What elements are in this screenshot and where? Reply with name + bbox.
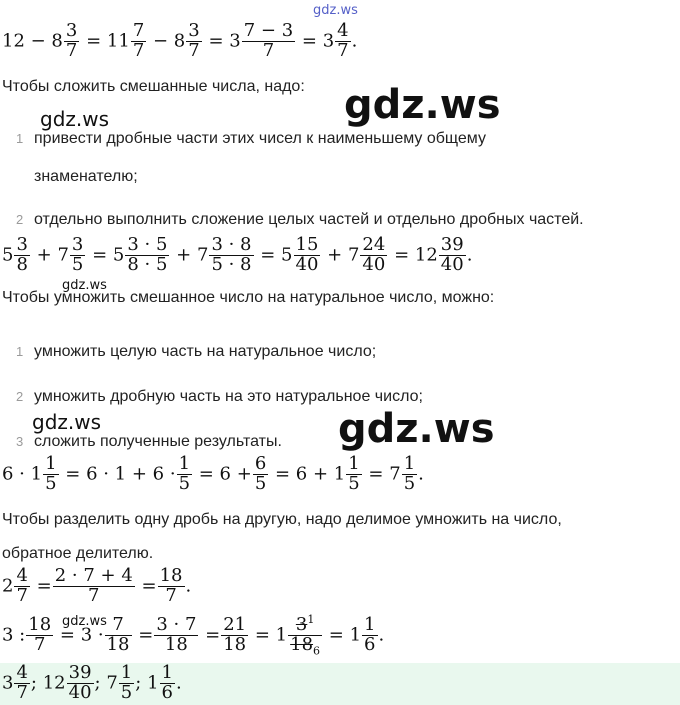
equation-multiplication <box>2 455 424 494</box>
period: . <box>185 575 192 597</box>
equals-sign: = <box>138 624 154 646</box>
eq5-term: = 1 <box>328 624 362 646</box>
eq2-term: + 7 <box>327 244 360 266</box>
fraction: $\frac{4}{7}$ <box>16 565 28 606</box>
list-number: 2 <box>16 212 24 227</box>
eq1-term: = 3 <box>208 30 241 52</box>
rule-add-item-1-cont <box>34 168 138 186</box>
equation-addition <box>2 236 472 275</box>
separator: ; <box>30 672 37 694</box>
fraction: $\frac{2 \cdot 7 + 4}{7}$ <box>54 565 133 606</box>
answer-term: 12 <box>42 672 66 694</box>
watermark-large: gdz.ws <box>338 406 495 452</box>
list-item-text: умножить дробную часть на это натуральное число; <box>34 388 423 405</box>
rule-add-intro: Чтобы сложить смешанные числа, надо: <box>2 78 305 95</box>
separator: ; <box>135 672 142 694</box>
watermark-small: gdz.ws <box>62 278 107 293</box>
eq2-term: 5 <box>2 244 14 266</box>
fraction: $\frac{4}{7}$ <box>337 20 349 61</box>
watermark-medium: gdz.ws <box>32 410 102 434</box>
list-number: 1 <box>16 131 24 146</box>
fraction: $\frac{15}{40}$ <box>295 234 319 275</box>
answer-line <box>2 664 182 703</box>
fraction: $\frac{18}{7}$ <box>159 565 183 606</box>
fraction: $\frac{1}{6}$ <box>161 662 173 703</box>
rule-div-line-2: обратное делителю. <box>2 545 154 562</box>
eq3-term: = 7 <box>368 463 401 485</box>
answer-term: 1 <box>147 672 159 694</box>
fraction: $\frac{39}{40}$ <box>68 662 92 703</box>
list-item-text: отдельно выполнить сложение целых частей и отдельно дробных частей. <box>34 211 584 228</box>
fraction: $\frac{3}{7}$ <box>65 20 78 61</box>
watermark-top: gdz.ws <box>313 3 358 18</box>
eq3-term: = 6 · 1 + 6 · <box>65 463 176 485</box>
list-number: 1 <box>16 344 24 359</box>
eq1-term: 11 <box>106 30 130 52</box>
period: . <box>175 672 182 694</box>
equals-sign: = <box>141 575 157 597</box>
eq1-term: = 3 <box>301 30 335 52</box>
period: . <box>418 463 424 485</box>
period: . <box>351 30 358 52</box>
fraction-reduced <box>288 614 322 657</box>
answer-term: 3 <box>2 672 14 694</box>
eq2-term: = 5 <box>92 244 125 266</box>
watermark-large: gdz.ws <box>344 82 501 128</box>
equation-division <box>2 614 384 657</box>
fraction: $\frac{21}{18}$ <box>223 614 247 656</box>
list-item-text: привести дробные части этих чисел к наименьшему общему <box>34 130 486 147</box>
list-number: 3 <box>16 434 24 449</box>
equals-sign: = <box>86 30 102 52</box>
reduced-numerator: 1 <box>307 613 315 626</box>
reduced-denominator: 6 <box>313 644 321 658</box>
equation-subtraction <box>2 22 357 61</box>
eq2-term: + 7 <box>176 244 209 266</box>
equals-sign: = <box>36 575 52 597</box>
fraction: $\frac{1}{5}$ <box>403 453 416 494</box>
separator: ; <box>94 672 101 694</box>
list-item-text: умножить целую часть на натуральное число; <box>34 343 377 360</box>
fraction: $\frac{1}{5}$ <box>178 453 191 494</box>
rule-add-item-2 <box>16 211 584 229</box>
eq4-term: 2 <box>2 575 14 597</box>
eq2-term: + 7 <box>36 244 69 266</box>
crossed-numerator: 3 <box>295 614 308 635</box>
eq3-term: = 6 + 1 <box>275 463 346 485</box>
fraction: $\frac{3}{7}$ <box>188 20 200 61</box>
fraction: $\frac{3 \cdot 7}{18}$ <box>156 614 197 656</box>
fraction: $\frac{6}{5}$ <box>254 453 267 494</box>
rule-div-line-1: Чтобы разделить одну дробь на другую, надо делимое умножить на число, <box>2 511 562 528</box>
fraction: $\frac{3 \cdot 5}{8 \cdot 5}$ <box>127 234 168 275</box>
rule-mul-item-1 <box>16 343 376 361</box>
fraction: $\frac{3}{5}$ <box>71 234 84 275</box>
list-number: 2 <box>16 389 24 404</box>
fraction: $\frac{7}{7}$ <box>132 20 145 61</box>
fraction: $\frac{24}{40}$ <box>362 234 386 275</box>
list-item-text: знаменателю; <box>34 168 138 185</box>
eq1-term: − 8 <box>153 30 186 52</box>
eq1-term: 12 − 8 <box>2 30 63 52</box>
watermark-small: gdz.ws <box>62 614 107 629</box>
watermark-medium: gdz.ws <box>40 107 110 131</box>
rule-add-item-1 <box>16 130 486 148</box>
fraction: $\frac{1}{6}$ <box>364 614 376 656</box>
fraction: $\frac{1}{5}$ <box>45 453 57 494</box>
equation-improper <box>2 567 191 606</box>
fraction: $\frac{3 \cdot 8}{5 \cdot 8}$ <box>211 234 252 275</box>
fraction: $\frac{7}{18}$ <box>106 614 130 656</box>
fraction: $\frac{1}{5}$ <box>348 453 360 494</box>
rule-mul-item-3 <box>16 433 282 451</box>
fraction: $\frac{4}{7}$ <box>16 662 28 703</box>
fraction: $\frac{18}{7}$ <box>28 614 52 656</box>
fraction: $\frac{7 - 3}{7}$ <box>243 20 294 61</box>
equals-sign: = <box>205 624 221 646</box>
period: . <box>466 244 473 266</box>
eq3-term: 6 · 1 <box>2 463 43 485</box>
rule-mul-item-2 <box>16 388 423 406</box>
eq5-term: 3 : <box>2 624 26 646</box>
crossed-denominator: 18 <box>290 633 314 655</box>
eq5-term: = 3 · <box>59 624 104 646</box>
rule-mul-intro: Чтобы умножить смешанное число на натуральное число, можно: <box>2 289 495 306</box>
eq5-term: = 1 <box>254 624 288 646</box>
fraction: $\frac{3}{8}$ <box>16 234 28 275</box>
eq2-term: = 12 <box>394 244 438 266</box>
list-item-text: сложить полученные результаты. <box>34 433 282 450</box>
period: . <box>378 624 385 646</box>
fraction: $\frac{39}{40}$ <box>440 234 464 275</box>
fraction: $\frac{1}{5}$ <box>120 662 133 703</box>
answer-term: 7 <box>106 672 118 694</box>
eq3-term: = 6 + <box>198 463 252 485</box>
eq2-term: = 5 <box>260 244 293 266</box>
